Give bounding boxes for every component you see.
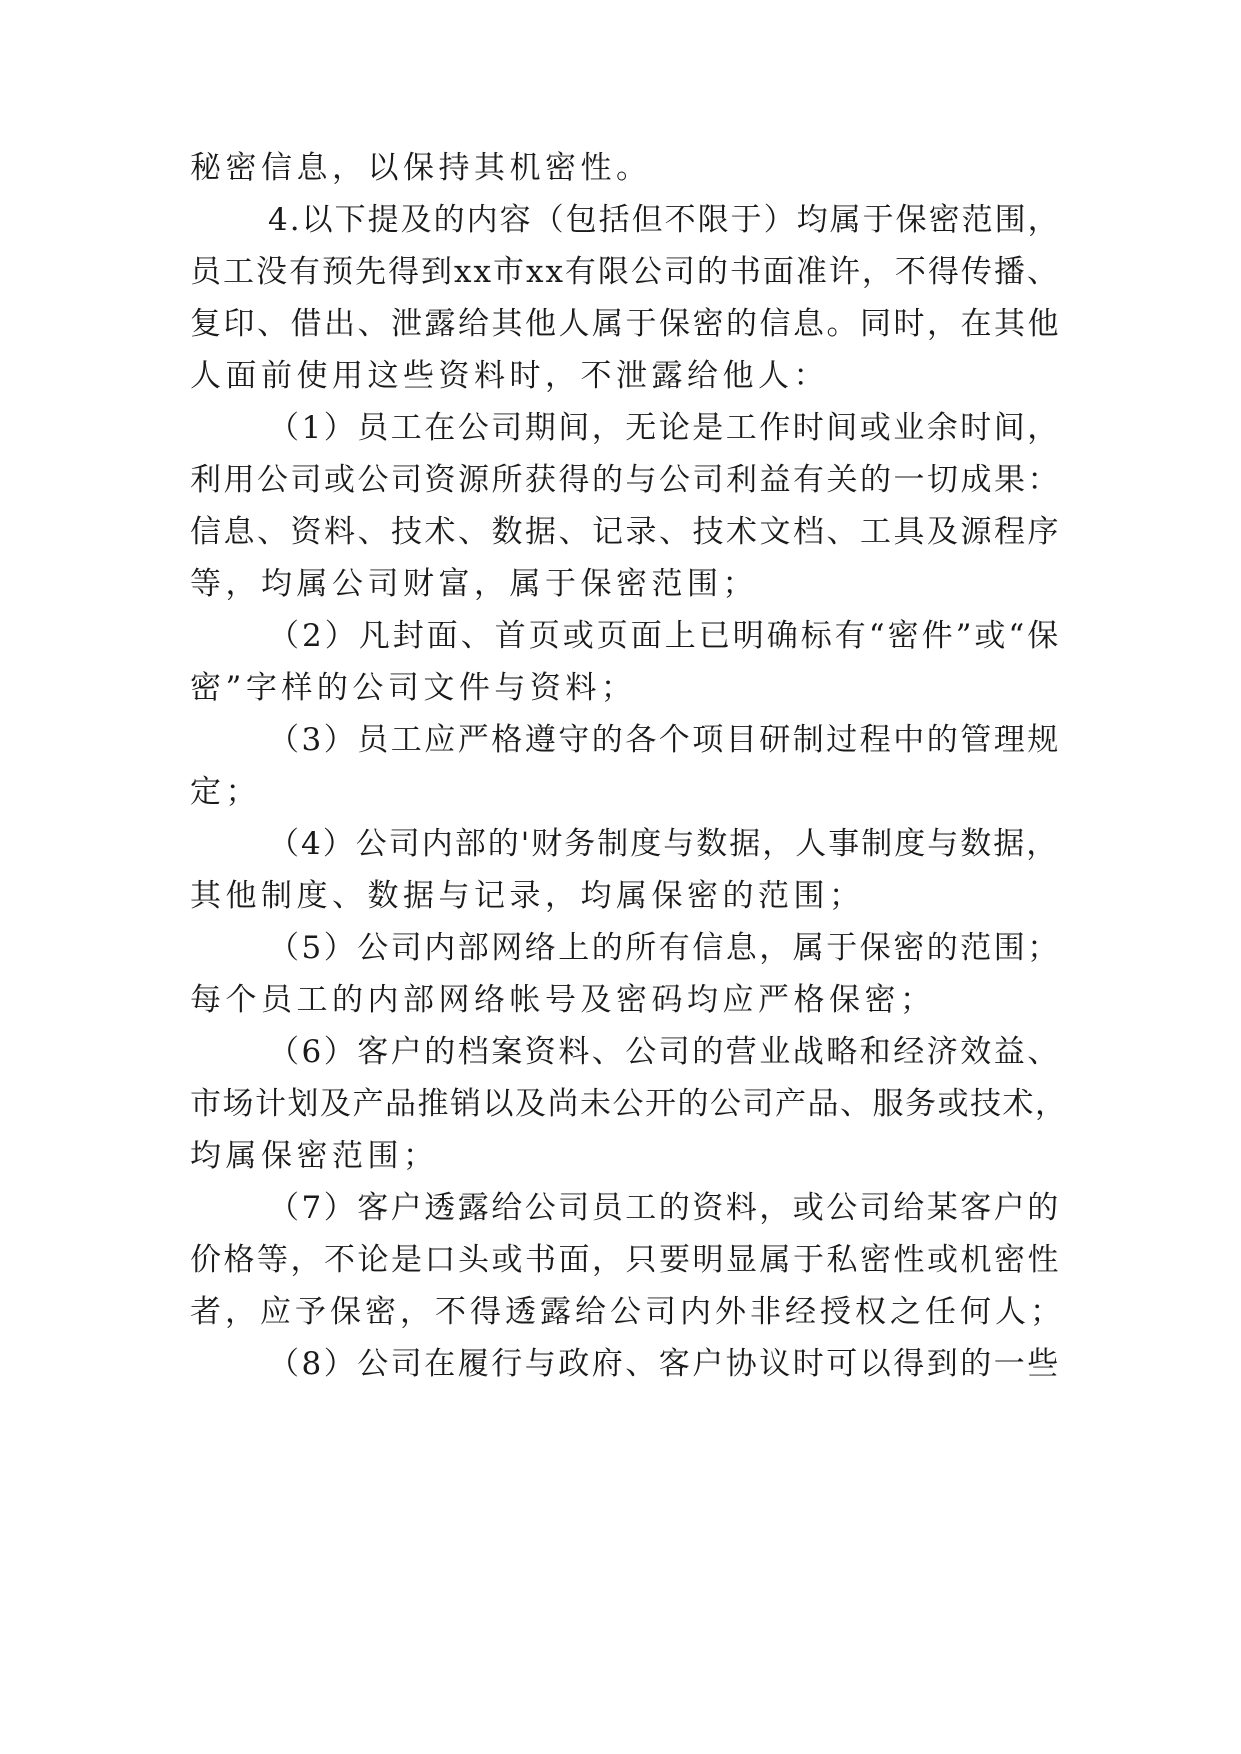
text-line: （6）客户的档案资料、公司的营业战略和经济效益、 xyxy=(268,1034,1061,1070)
text-line: 者，应予保密，不得透露给公司内外非经授权之任何人； xyxy=(190,1294,1065,1330)
text-line: 4.以下提及的内容（包括但不限于）均属于保密范围， xyxy=(268,202,1061,238)
text-line: 密”字样的公司文件与资料； xyxy=(190,670,637,706)
text-line: 市场计划及产品推销以及尚未公开的公司产品、服务或技术， xyxy=(190,1086,1068,1122)
text-line: （3）员工应严格遵守的各个项目研制过程中的管理规 xyxy=(268,722,1061,758)
text-line: （1）员工在公司期间，无论是工作时间或业余时间， xyxy=(268,410,1061,446)
text-line: 每个员工的内部网络帐号及密码均应严格保密； xyxy=(190,982,936,1018)
text-line: （8）公司在履行与政府、客户协议时可以得到的一些 xyxy=(268,1346,1061,1382)
text-line: （4）公司内部的'财务制度与数据，人事制度与数据， xyxy=(268,826,1060,862)
text-line: 其他制度、数据与记录，均属保密的范围； xyxy=(190,878,865,914)
text-line: 秘密信息，以保持其机密性。 xyxy=(190,150,652,186)
text-line: （5）公司内部网络上的所有信息，属于保密的范围； xyxy=(268,930,1061,966)
text-line: 定； xyxy=(190,774,261,810)
text-line: 等，均属公司财富，属于保密范围； xyxy=(190,566,758,602)
text-line: 人面前使用这些资料时，不泄露给他人： xyxy=(190,358,829,394)
text-line: 利用公司或公司资源所获得的与公司利益有关的一切成果： xyxy=(190,462,1061,498)
text-line: （7）客户透露给公司员工的资料，或公司给某客户的 xyxy=(268,1190,1061,1226)
text-line: 信息、资料、技术、数据、记录、技术文档、工具及源程序 xyxy=(190,514,1061,550)
text-line: 均属保密范围； xyxy=(190,1138,439,1174)
text-line: 价格等，不论是口头或书面，只要明显属于私密性或机密性 xyxy=(190,1242,1061,1278)
text-line: （2）凡封面、首页或页面上已明确标有“密件”或“保 xyxy=(268,618,1062,654)
text-line: 员工没有预先得到xx市xx有限公司的书面准许，不得传播、 xyxy=(190,254,1060,290)
text-line: 复印、借出、泄露给其他人属于保密的信息。同时，在其他 xyxy=(190,306,1061,342)
